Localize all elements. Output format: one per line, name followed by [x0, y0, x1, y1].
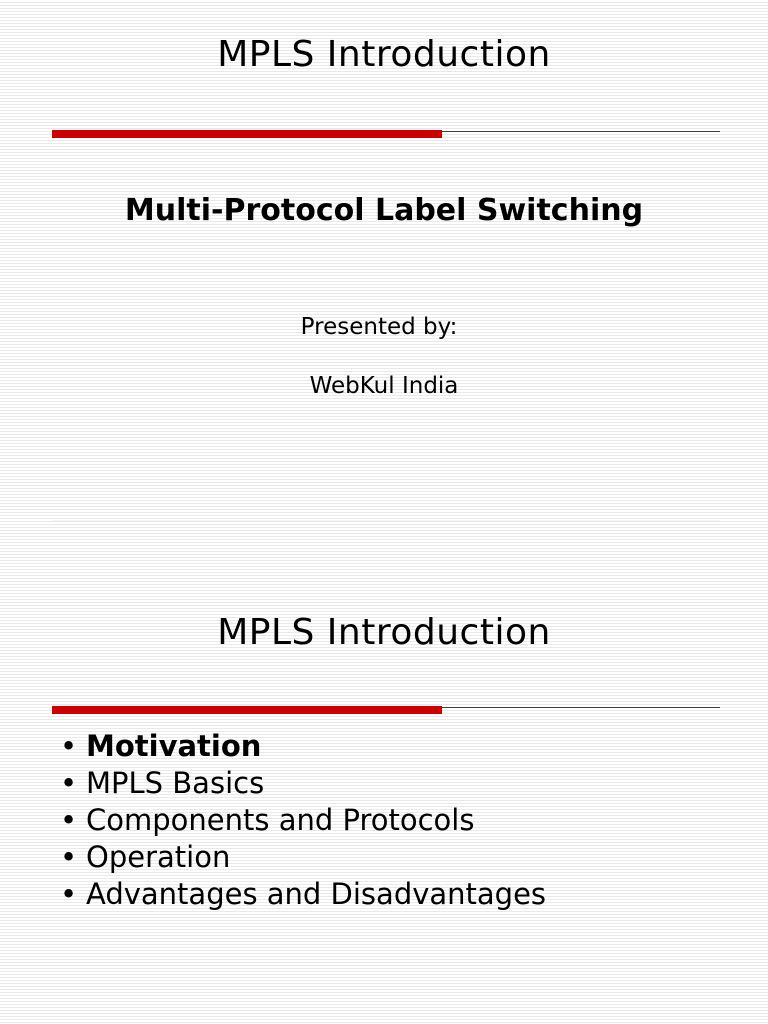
bullet-icon: • — [60, 803, 78, 837]
bullet-icon: • — [60, 766, 78, 800]
rule-thick-segment — [52, 130, 442, 138]
slide-separator — [52, 520, 720, 521]
rule-thick-segment — [52, 706, 442, 714]
agenda-item — [60, 728, 546, 765]
presented-by-label: Presented by: — [300, 314, 458, 340]
slide-title: MPLS Introduction — [217, 34, 551, 75]
title-underline-rule — [52, 127, 720, 137]
bullet-icon: • — [60, 840, 78, 874]
presenter-name: WebKul India — [309, 373, 459, 399]
bullet-icon: • — [60, 877, 78, 911]
agenda-item — [60, 765, 546, 802]
agenda-item — [60, 876, 546, 913]
agenda-slide — [0, 578, 768, 1024]
agenda-item-label: Advantages and Disadvantages — [86, 877, 547, 911]
agenda-item-label: Motivation — [86, 729, 262, 763]
agenda-item-label: Operation — [86, 840, 231, 874]
rule-thin-segment — [442, 707, 720, 708]
agenda-item-label: MPLS Basics — [86, 766, 265, 800]
rule-thin-segment — [442, 131, 720, 132]
agenda-item-label: Components and Protocols — [86, 803, 475, 837]
agenda-item — [60, 839, 546, 876]
slide-title: MPLS Introduction — [217, 612, 551, 653]
agenda-list — [60, 728, 546, 913]
bullet-icon: • — [60, 729, 78, 763]
title-underline-rule — [52, 703, 720, 713]
agenda-item — [60, 802, 546, 839]
slide-subtitle: Multi-Protocol Label Switching — [124, 193, 644, 228]
